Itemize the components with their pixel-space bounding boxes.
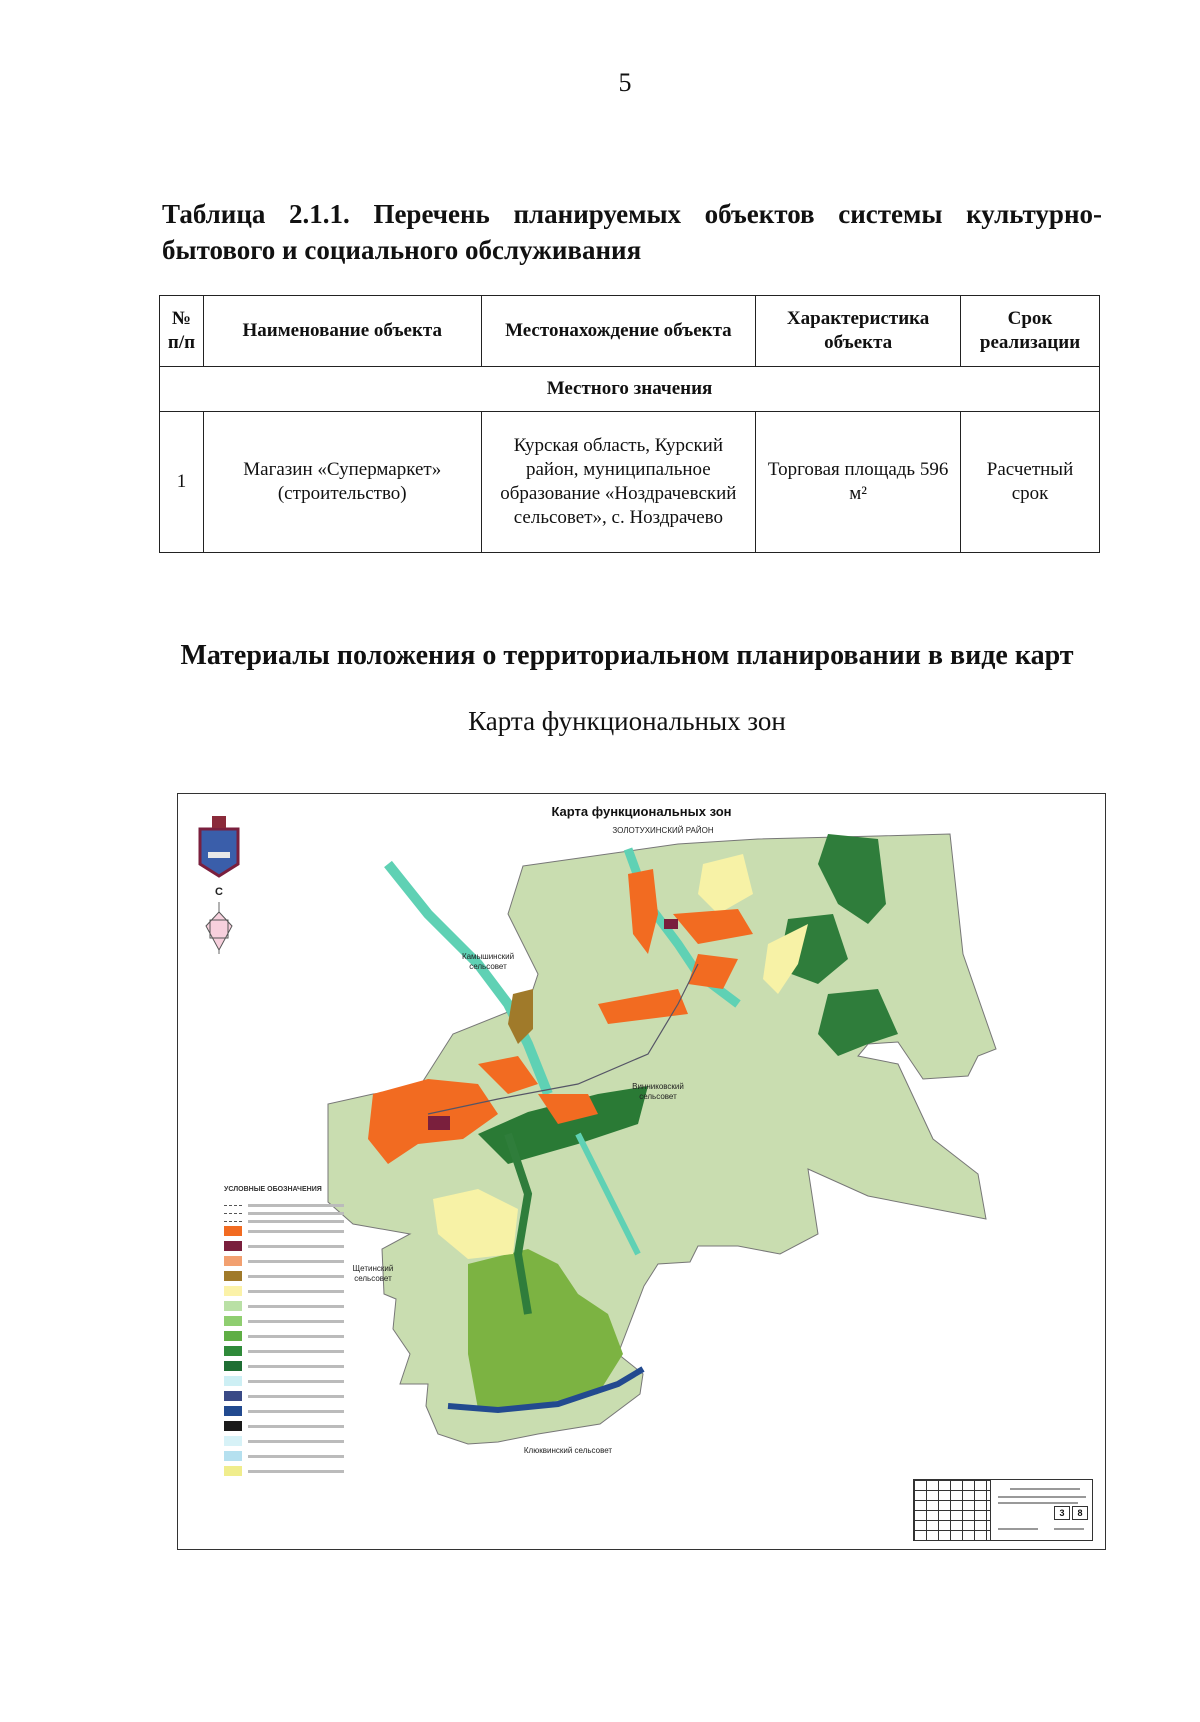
- stamp-text-line: [1010, 1488, 1080, 1490]
- label-north-district: ЗОЛОТУХИНСКИЙ РАЙОН: [612, 826, 714, 835]
- page-number: 5: [618, 68, 632, 97]
- legend-swatch: [224, 1421, 242, 1431]
- legend-boundary-entry: [224, 1201, 344, 1209]
- cell-characteristic: Торговая площадь 596 м²: [756, 412, 961, 553]
- stamp-text-line: [1054, 1528, 1084, 1530]
- table-row: [160, 412, 1100, 553]
- legend-swatch: [224, 1316, 242, 1326]
- table-title: Таблица 2.1.1. Перечень планируемых объектов системы культурно-бытового и социального обслуживания: [162, 199, 1102, 265]
- legend-swatch: [224, 1361, 242, 1371]
- legend-entry: [224, 1435, 344, 1447]
- legend-swatch: [224, 1271, 242, 1281]
- public-zone: [664, 919, 678, 929]
- stamp-grid: [914, 1480, 991, 1540]
- legend-entry: [224, 1240, 344, 1252]
- legend-entry: [224, 1420, 344, 1432]
- compass-north-letter: С: [215, 886, 223, 898]
- cell-name: Магазин «Супермаркет» (строительство): [203, 412, 481, 553]
- stamp-sheet-cells: [1054, 1506, 1088, 1520]
- map-caption: Карта функциональных зон: [468, 706, 786, 736]
- label-klyukvinsky: Клюквинский сельсовет: [523, 1446, 613, 1455]
- header-characteristic: Характеристика объекта: [756, 296, 961, 367]
- section-heading: Материалы положения о территориальном планировании в виде карт: [180, 640, 1074, 671]
- header-num: № п/п: [160, 296, 204, 367]
- legend-swatch: [224, 1301, 242, 1311]
- stamp-text-line: [998, 1528, 1038, 1530]
- legend-swatch: [224, 1226, 242, 1236]
- legend-swatch: [224, 1241, 242, 1251]
- label-vinnikovsky: Винниковский сельсовет: [632, 1082, 684, 1101]
- legend-boundary-entry: [224, 1217, 344, 1225]
- header-term: Срок реализации: [961, 296, 1100, 367]
- header-location: Местонахождение объекта: [481, 296, 756, 367]
- header-name: Наименование объекта: [203, 296, 481, 367]
- legend-swatch: [224, 1331, 242, 1341]
- legend-swatch: [224, 1436, 242, 1446]
- legend-entry: [224, 1465, 344, 1477]
- table-header-row: [160, 296, 1100, 367]
- coat-of-arms: [200, 816, 238, 876]
- legend-swatch: [224, 1406, 242, 1416]
- legend-entry: [224, 1375, 344, 1387]
- map-title: Карта функциональных зон: [551, 804, 732, 819]
- functional-zones-map: [177, 793, 1106, 1550]
- legend-entry: [224, 1285, 344, 1297]
- stamp-sheet-total: 8: [1072, 1506, 1088, 1520]
- public-zone: [428, 1116, 450, 1130]
- stamp-sheet-number: 3: [1054, 1506, 1070, 1520]
- legend-entry: [224, 1330, 344, 1342]
- legend-entry: [224, 1345, 344, 1357]
- legend-swatch: [224, 1286, 242, 1296]
- legend-swatch: [224, 1391, 242, 1401]
- objects-table: [159, 295, 1100, 553]
- legend-swatch: [224, 1376, 242, 1386]
- legend-entry: [224, 1390, 344, 1402]
- legend-boundary-entry: [224, 1209, 344, 1217]
- legend-entry: [224, 1270, 344, 1282]
- legend-swatch: [224, 1466, 242, 1476]
- stamp-text-line: [998, 1496, 1086, 1498]
- label-kamyshinsky: Камышинский сельсовет: [461, 952, 515, 971]
- legend-entry: [224, 1405, 344, 1417]
- map-legend: [224, 1186, 344, 1480]
- title-block-stamp: [913, 1479, 1093, 1541]
- legend-swatch: [224, 1451, 242, 1461]
- legend-swatches: [224, 1201, 344, 1477]
- legend-entry: [224, 1315, 344, 1327]
- table-group-row: [160, 367, 1100, 412]
- cell-location: Курская область, Курский район, муниципальное образование «Ноздрачевский сельсовет», с. Ноздрачево: [481, 412, 756, 553]
- legend-entry: [224, 1300, 344, 1312]
- stamp-text-line: [998, 1502, 1078, 1504]
- legend-title: УСЛОВНЫЕ ОБОЗНАЧЕНИЯ: [224, 1186, 322, 1193]
- legend-swatch: [224, 1346, 242, 1356]
- legend-entry: [224, 1255, 344, 1267]
- legend-entry: [224, 1450, 344, 1462]
- legend-swatch: [224, 1256, 242, 1266]
- cell-term: Расчетный срок: [961, 412, 1100, 553]
- cell-num: 1: [160, 412, 204, 553]
- group-label: Местного значения: [160, 367, 1100, 412]
- legend-entry: [224, 1225, 344, 1237]
- legend-entry: [224, 1360, 344, 1372]
- label-shchetinsky: Щетинский сельсовет: [352, 1264, 394, 1283]
- compass: [206, 902, 232, 954]
